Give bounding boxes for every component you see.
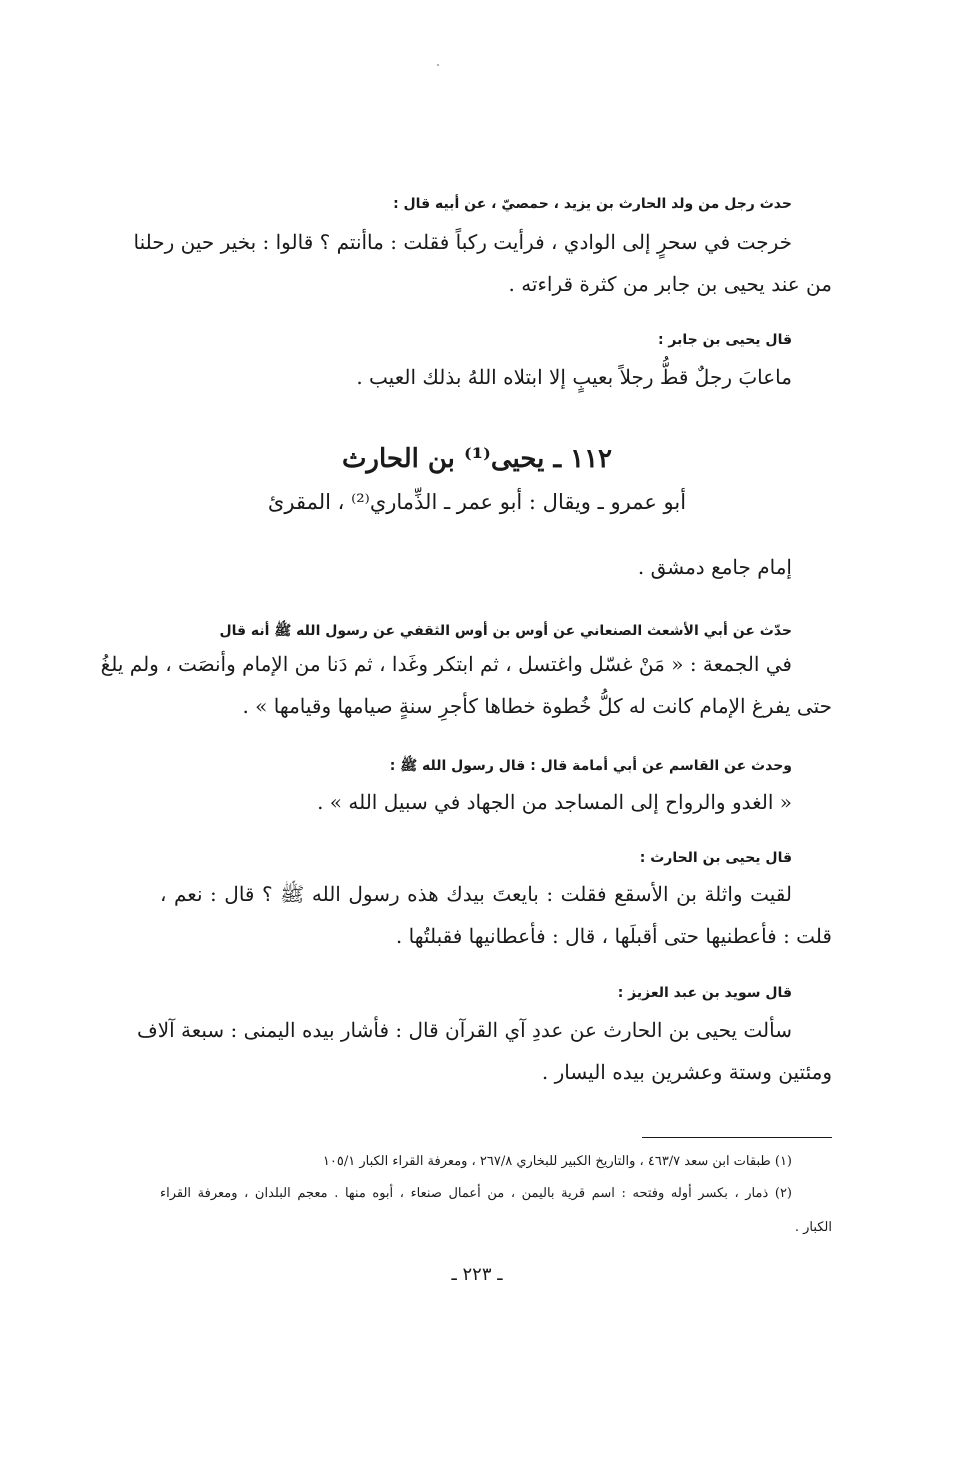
body-line: خرجت في سحرٍ إلى الوادي ، فرأيت ركباً فقلت : ماأنتم ؟ قالوا : بخير حين رحلنا: [133, 230, 792, 254]
entry-title: ١١٢ ـ يحيى⁽¹⁾ بن الحارث: [341, 444, 613, 474]
body-line: « الغدو والرواح إلى المساجد من الجهاد في سبيل الله » .: [317, 790, 792, 814]
body-line: من عند يحيى بن جابر من كثرة قراءته .: [508, 272, 832, 296]
footnote-1: (١) طبقات ابن سعد ٤٦٣/٧ ، والتاريخ الكبير للبخاري ٢٦٧/٨ ، ومعرفة القراء الكبار ١٠٥/١: [322, 1154, 792, 1169]
narration-lead: حدث رجل من ولد الحارث بن يزيد ، حمصيّ ، عن أبيه قال :: [393, 196, 792, 212]
body-line: ومئتين وستة وعشرين بيده اليسار .: [541, 1060, 832, 1084]
narration-lead: وحدث عن القاسم عن أبي أمامة قال : قال رسول الله ﷺ :: [389, 758, 792, 774]
narration-lead: قال يحيى بن الحارث :: [639, 850, 792, 866]
body-line: لقيت واثلة بن الأسقع فقلت : بايعتَ بيدك هذه رسول الله ﷺ ؟ قال : نعم ،: [160, 882, 792, 906]
footnote-2-continued: الكبار .: [794, 1220, 832, 1235]
narration-lead: قال يحيى بن جابر :: [657, 332, 792, 348]
entry-subtitle: أبو عمرو ـ ويقال : أبو عمر ـ الذِّماري⁽²⁾ ، المقرئ: [267, 490, 687, 514]
body-line: في الجمعة : « مَنْ غسّل واغتسل ، ثم ابتكر وغَدا ، ثم دَنا من الإمام وأنصَت ، ولم يلغُ: [100, 652, 792, 676]
body-line: قلت : فأعطنيها حتى أقبلَها ، قال : فأعطانيها فقبلتُها .: [395, 924, 832, 948]
footnote-separator: [642, 1137, 832, 1138]
body-line: ماعابَ رجلٌ قطُّ رجلاً بعيبٍ إلا ابتلاه اللهُ بذلك العيب .: [356, 365, 792, 389]
narration-lead: حدّث عن أبي الأشعث الصنعاني عن أوس بن أوس الثقفي عن رسول الله ﷺ أنه قال: [219, 623, 792, 639]
page-number: ـ ٢٢٣ ـ: [451, 1264, 503, 1285]
body-line: حتى يفرغ الإمام كانت له كلُّ خُطوة خطاها كأجرِ سنةٍ صيامها وقيامها » .: [242, 694, 832, 718]
entry-intro: إمام جامع دمشق .: [637, 555, 792, 579]
narration-lead: قال سويد بن عبد العزيز :: [617, 985, 792, 1001]
scan-speck: [437, 64, 439, 66]
body-line: سألت يحيى بن الحارث عن عددِ آي القرآن قال : فأشار بيده اليمنى : سبعة آلاف: [136, 1018, 792, 1042]
footnote-2: (٢) ذمار ، بكسر أوله وفتحه : اسم قرية باليمن ، من أعمال صنعاء ، أبوه منها . معجم البلدان ، ومعرفة القراء: [160, 1186, 792, 1201]
